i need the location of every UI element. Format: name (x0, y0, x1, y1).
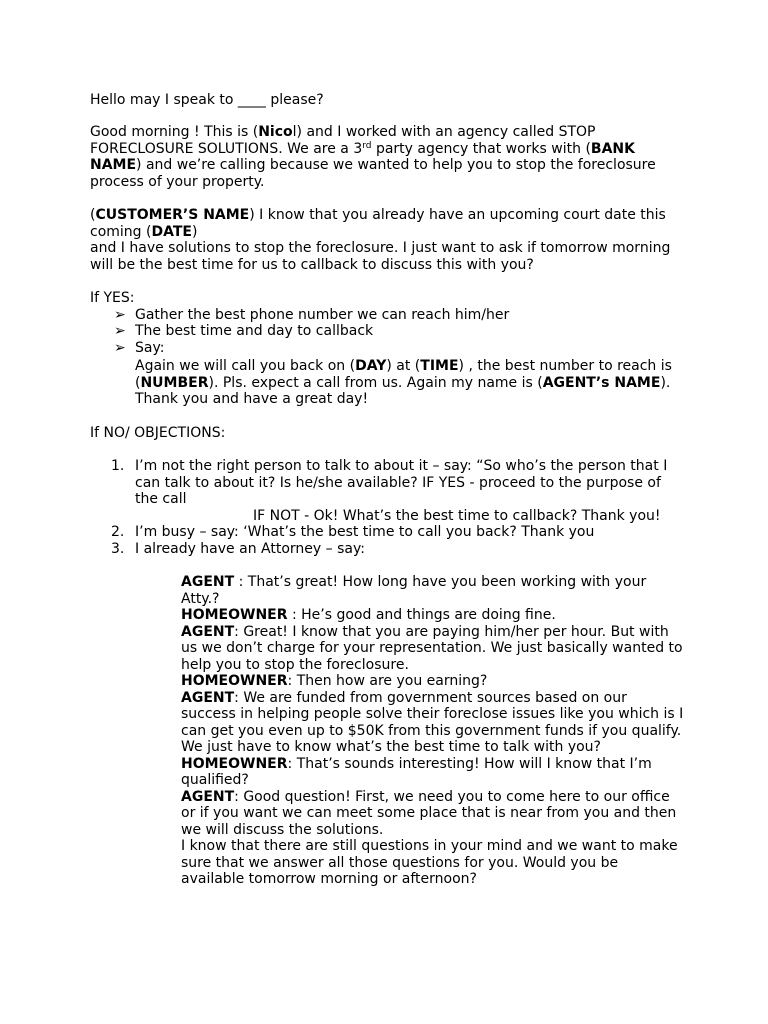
intro-line-4: process of your property. (90, 173, 265, 190)
objection-2: I’m busy – say: ‘What’s the best time to call you back? Thank you (135, 524, 595, 540)
bank-name-placeholder: BANK (590, 140, 635, 157)
text: : Then how are you earning? (287, 673, 488, 689)
text: ). (660, 374, 671, 391)
yes-item-3: Say: (135, 339, 165, 356)
speaker-agent: AGENT (181, 574, 235, 590)
dialog-line (181, 673, 487, 690)
dialog-line: help you to stop the foreclosure. (181, 656, 409, 673)
dialog-line (181, 690, 627, 707)
dialog-line: Atty.? (181, 590, 220, 607)
speaker-homeowner: HOMEOWNER (181, 755, 288, 772)
dialog-line: us we don’t charge for your representation. We just basically wanted to (181, 640, 683, 656)
dialog-line: sure that we answer all those questions for you. Would you be (181, 854, 619, 871)
yes-heading: If YES: (90, 290, 135, 306)
dialog-line: can get you even up to $50K from this government funds if you qualify. (181, 722, 682, 739)
bullet-arrow-icon: ➢ (114, 306, 126, 323)
court-line-2 (90, 224, 197, 241)
dialog-line (181, 574, 646, 591)
list-number: 2. (111, 524, 125, 540)
intro-line-1 (90, 124, 596, 141)
agent-name-placeholder: Nico (258, 124, 293, 140)
text: ( (90, 207, 96, 223)
text: : He’s good and things are doing fine. (287, 607, 556, 623)
intro-line-2 (90, 141, 635, 158)
speaker-agent: AGENT (181, 623, 235, 640)
number-placeholder: NUMBER (140, 374, 209, 391)
bullet-arrow-icon: ➢ (114, 339, 126, 356)
yes-item-1: Gather the best phone number we can reach him/her (135, 306, 510, 323)
text: Good morning ! This is ( (90, 124, 259, 140)
text: party agency that works with ( (371, 140, 591, 157)
text: Again we will call you back on ( (135, 358, 356, 374)
court-line-3: and I have solutions to stop the foreclosure. I just want to ask if tomorrow morning (90, 240, 671, 256)
text: ) (191, 223, 198, 240)
text: : That’s great! How long have you been working with your (234, 574, 647, 590)
say-line-1 (135, 358, 672, 375)
day-placeholder: DAY (355, 358, 387, 374)
objection-1-line-4: IF NOT - Ok! What’s the best time to callback? Thank you! (253, 507, 661, 524)
list-number: 3. (111, 540, 125, 557)
dialog-line: success in helping people solve their foreclose issues like you which is I (181, 706, 684, 722)
bullet-arrow-icon: ➢ (114, 323, 126, 339)
text: ) and we’re calling because we wanted to help you to stop the foreclosure (136, 157, 656, 173)
dialog-line: I know that there are still questions in your mind and we want to make (181, 838, 678, 854)
yes-item-2: The best time and day to callback (135, 323, 374, 339)
no-heading: If NO/ OBJECTIONS: (90, 425, 226, 441)
dialog-line (181, 607, 556, 624)
objection-3: I already have an Attorney – say: (135, 540, 365, 557)
text: ). Pls. expect a call from us. Again my name is ( (208, 374, 543, 391)
list-number: 1. (111, 458, 125, 474)
dialog-line: We just have to know what’s the best time to talk with you? (181, 739, 601, 755)
text: l) and I worked with an agency called STOP (292, 124, 596, 140)
say-line-2 (135, 375, 670, 392)
objection-1-line-1: I’m not the right person to talk to about it – say: “So who’s the person that I (135, 458, 668, 474)
dialog-line: or if you want we can meet some place that is near from you and then (181, 805, 677, 821)
text: ) I know that you already have an upcoming court date this (249, 207, 666, 223)
bank-name-placeholder: NAME (90, 157, 137, 173)
text: : Great! I know that you are paying him/her per hour. But with (234, 623, 669, 640)
dialog-line (181, 789, 670, 806)
greeting-line: Hello may I speak to ____ please? (90, 92, 324, 108)
text: : We are funded from government sources based on our (234, 689, 627, 706)
court-line-1 (90, 207, 666, 224)
text: ) , the best number to reach is (458, 358, 672, 374)
speaker-agent: AGENT (181, 689, 235, 706)
text: FORECLOSURE SOLUTIONS. We are a 3 (90, 140, 363, 157)
date-placeholder: DATE (151, 223, 192, 240)
customer-name-placeholder: CUSTOMER’S NAME (95, 207, 250, 223)
objection-1-line-3: the call (135, 491, 187, 507)
text: ) at ( (386, 358, 421, 374)
dialog-line: available tomorrow morning or afternoon? (181, 871, 477, 887)
text: ( (135, 374, 141, 391)
dialog-line: we will discuss the solutions. (181, 821, 384, 838)
dialog-line: qualified? (181, 772, 249, 788)
intro-line-3 (90, 157, 656, 174)
superscript: rd (362, 140, 372, 151)
text: coming ( (90, 223, 152, 240)
text: : Good question! First, we need you to come here to our office (234, 788, 670, 805)
objection-1-line-2: can talk to about it? Is he/she available? IF YES - proceed to the purpose of (135, 474, 661, 491)
speaker-homeowner: HOMEOWNER (181, 673, 288, 689)
say-line-3: Thank you and have a great day! (135, 391, 369, 407)
court-line-4: will be the best time for us to callback to discuss this with you? (90, 256, 534, 273)
dialog-line (181, 624, 669, 641)
agent-name-placeholder: AGENT’s NAME (542, 374, 661, 391)
speaker-homeowner: HOMEOWNER (181, 607, 288, 623)
speaker-agent: AGENT (181, 788, 235, 805)
dialog-line (181, 756, 652, 773)
text: : That’s sounds interesting! How will I know that I’m (287, 755, 652, 772)
time-placeholder: TIME (420, 358, 459, 374)
